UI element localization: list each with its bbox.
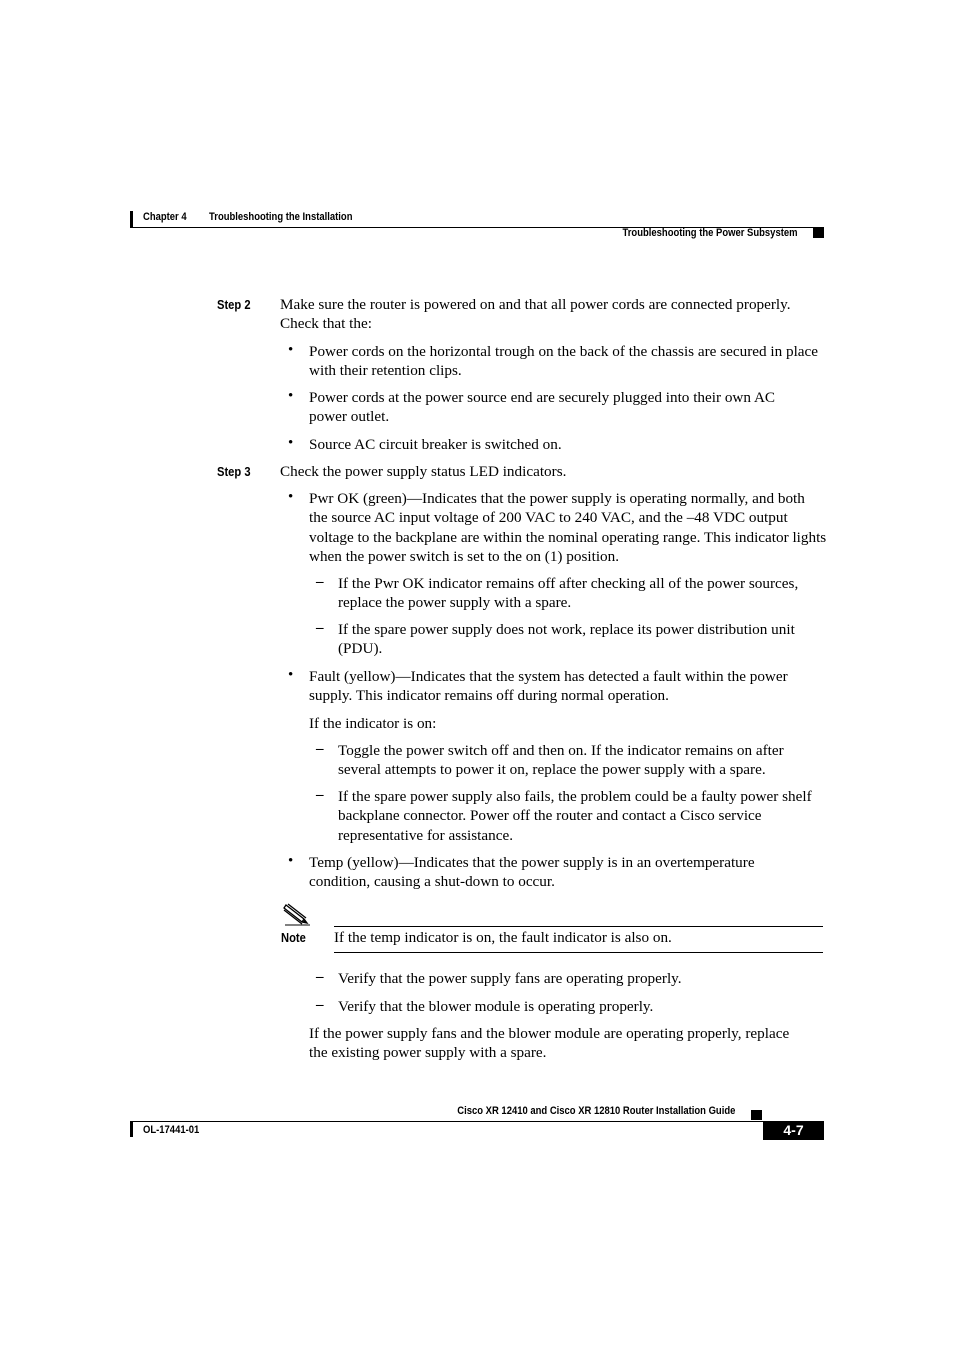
dash-glyph: – (316, 787, 324, 803)
pwr-ok-sub-2: If the spare power supply does not work, replace its power distribution unit (PDU). (338, 621, 795, 658)
bullet-glyph: • (288, 489, 294, 505)
step-2-bullet-1: Power cords on the horizontal trough on the back of the chassis are secured in place with their retention clips. (309, 343, 819, 380)
bullet-glyph: • (288, 342, 294, 358)
temp-indicator-text: Temp (yellow)—Indicates that the power supply is in an overtemperature condition, causing a shut-down to occur. (309, 854, 755, 891)
note-top-rule (334, 926, 823, 927)
dash-glyph: – (316, 620, 324, 636)
doc-number: OL-17441-01 (143, 1124, 200, 1136)
step-3-intro: Check the power supply status LED indicators. (280, 463, 567, 480)
fault-lead-text: If the indicator is on: (309, 715, 437, 732)
chapter-title: Troubleshooting the Installation (209, 211, 353, 223)
guide-title: Cisco XR 12410 and Cisco XR 12810 Router Installation Guide (456, 1105, 735, 1117)
header-right-block (813, 228, 824, 238)
bullet-glyph: • (288, 667, 294, 683)
step-2-bullet-2: Power cords at the power source end are securely plugged into their own AC power outlet. (309, 389, 776, 426)
footer-rule (130, 1121, 824, 1122)
step-2-bullet-3: Source AC circuit breaker is switched on. (309, 436, 562, 453)
dash-glyph: – (316, 574, 324, 590)
pwr-ok-sub-1: If the Pwr OK indicator remains off after checking all of the power sources, replace the power supply with a spare. (338, 575, 799, 612)
pencil-icon (282, 902, 312, 926)
fault-sub-2: If the spare power supply also fails, the problem could be a faulty power shelf backplane connector. Power off the router and contact a Cisco service representative for assistance. (338, 788, 812, 844)
temp-sub-2: Verify that the blower module is operating properly. (338, 998, 654, 1015)
footer-top-block (751, 1110, 762, 1120)
dash-glyph: – (316, 969, 324, 985)
bullet-glyph: • (288, 435, 294, 451)
footer-left-bar (130, 1122, 133, 1137)
pwr-ok-indicator-text: Pwr OK (green)—Indicates that the power supply is operating normally, and both the source AC input voltage of 200 VAC to 240 VAC, and the –48 VDC output voltage to the backplane are within the nominal operating range. This indicator lights when the power switch is set to the on (1) position. (309, 490, 827, 566)
note-label: Note (281, 930, 306, 945)
dash-glyph: – (316, 997, 324, 1013)
chapter-label: Chapter 4 (143, 211, 187, 223)
temp-sub-1: Verify that the power supply fans are operating properly. (338, 970, 682, 987)
fault-indicator-text: Fault (yellow)—Indicates that the system has detected a fault within the power supply. This indicator remains off during normal operation. (309, 668, 788, 705)
dash-glyph: – (316, 741, 324, 757)
bullet-glyph: • (288, 388, 294, 404)
bullet-glyph: • (288, 853, 294, 869)
note-text: If the temp indicator is on, the fault indicator is also on. (334, 929, 672, 946)
step-2-label: Step 2 (217, 297, 251, 312)
step-3-label: Step 3 (217, 464, 251, 479)
header-left-bar (130, 211, 133, 227)
step-2-intro: Make sure the router is powered on and that all power cords are connected properly. Check that the: (280, 296, 791, 333)
fault-sub-1: Toggle the power switch off and then on. If the indicator remains on after several attempts to power it on, replace the power supply with a spare. (338, 742, 784, 779)
page-number: 4-7 (783, 1122, 804, 1138)
note-bottom-rule (334, 952, 823, 953)
section-title: Troubleshooting the Power Subsystem (622, 227, 798, 239)
closing-text: If the power supply fans and the blower module are operating properly, replace the existing power supply with a spare. (309, 1025, 790, 1062)
